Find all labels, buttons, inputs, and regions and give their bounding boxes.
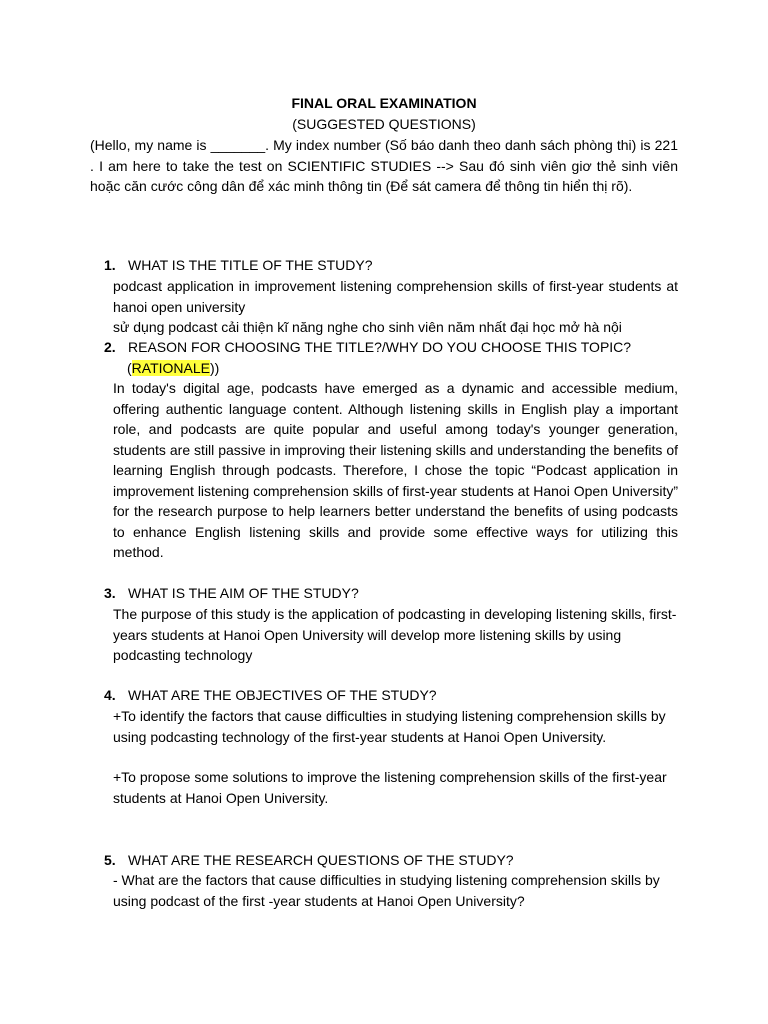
question-text: WHAT ARE THE OBJECTIVES OF THE STUDY? [128,687,437,703]
question-number: 5. [104,852,116,868]
answer-4-item-1: +To identify the factors that cause difficulties in studying listening comprehension skills by using podcasting technology of the first-year students at Hanoi Open University. [113,708,666,745]
question-number: 3. [104,585,116,601]
question-text: WHAT ARE THE RESEARCH QUESTIONS OF THE STUDY? [128,852,514,868]
question-number: 2. [104,339,116,355]
close-paren: )) [209,360,220,376]
question-text: REASON FOR CHOOSING THE TITLE?/WHY DO YOU CHOOSE THIS TOPIC? [128,339,632,355]
question-3 [104,583,679,604]
open-paren: ( [127,360,132,376]
document-title: FINAL ORAL EXAMINATION [291,95,477,111]
answer-3: The purpose of this study is the application of podcasting in developing listening skills, first-years students at Hanoi Open University will develop more listening skills by using podcasting technology [113,606,677,663]
intro-paragraph: (Hello, my name is _______. My index number (Số báo danh theo danh sách phòng thi) is 221 . I am here to take the test on SCIENTIFIC STUDIES --> Sau đó sinh viên giơ thẻ sinh viên hoặc căn cước công dân để xác minh thông tin (Để sát camera để thông tin hiển thị rõ). [90,137,678,194]
answer-2: In today's digital age, podcasts have emerged as a dynamic and accessible medium, offering authentic language content. Although listening skills in English play a important role, and podcasts are quite popular and useful among today's younger generation, students are still passive in improving their listening skills and understanding the benefits of learning English through podcasts. Therefore, I chose the topic “Podcast application in improvement listening comprehension skills of first-year students at Hanoi Open University” for the research purpose to help learners better understand the benefits of using podcasts to enhance English listening skills and provide some effective ways for utilizing this method. [113,380,678,560]
answer-1-english: podcast application in improvement listening comprehension skills of first-year students at hanoi open university [113,278,678,315]
question-2 [104,337,679,358]
question-1 [104,255,679,276]
question-5 [104,850,679,871]
question-number: 4. [104,687,116,703]
answer-4-item-2: +To propose some solutions to improve the listening comprehension skills of the first-year students at Hanoi Open University. [113,769,667,806]
question-text: WHAT IS THE TITLE OF THE STUDY? [128,257,373,273]
rationale-line [127,358,427,379]
question-4 [104,685,679,706]
rationale-highlight: RATIONALE [131,360,210,376]
answer-1-vietnamese: sử dụng podcast cải thiện kĩ năng nghe cho sinh viên năm nhất đại học mở hà nội [113,319,622,335]
question-text: WHAT IS THE AIM OF THE STUDY? [128,585,359,601]
question-number: 1. [104,257,116,273]
document-subtitle: (SUGGESTED QUESTIONS) [292,116,476,132]
answer-5: - What are the factors that cause difficulties in studying listening comprehension skills by using podcast of the first -year students at Hanoi Open University? [113,872,660,909]
